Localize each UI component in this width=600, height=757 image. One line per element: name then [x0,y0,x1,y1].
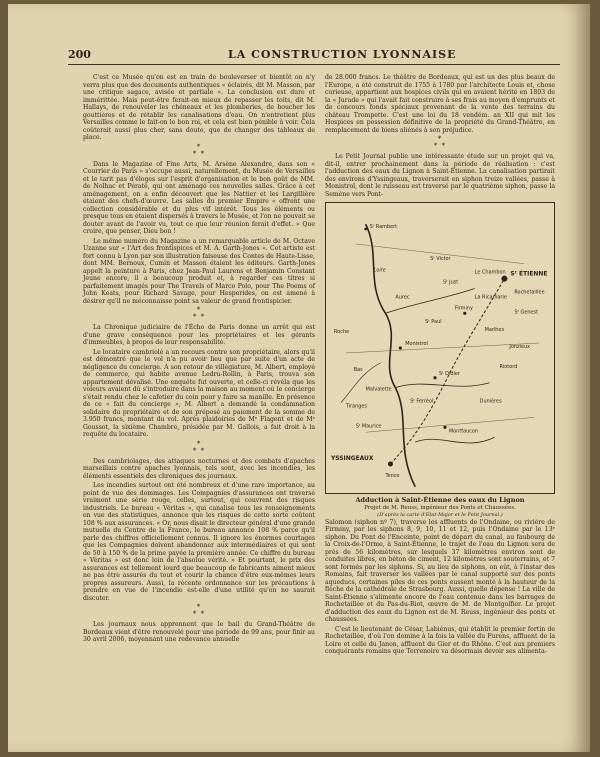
map-label: Rochetaillée [514,289,545,296]
map-label: Sᵗ Victor [430,255,451,262]
section-divider: * * * [192,603,206,618]
map-label: Dunières [479,398,502,405]
page-number: 200 [68,48,91,61]
map-label: Malvalette [365,386,392,393]
section-divider: * * * [433,135,447,150]
paragraph: Le même numéro du Magazine a un remarquable article de M. Octave Uzanne sur « l'Art des frontispices et M. A. Garth-Jones ». Cet artiste est fort connu à Lyon par son illustration faiseuse des Contes de Haute-Lisse, dont MM. Bernoux, Cumin et Masson étaient les éditeurs. Garth-Jones appelt la peinture à Paris, chez Jean-Paul Laurens et Benjamin Constant Jeune encore, il a beaucoup produit et, à regarder ces titres si parfaitement imagés pour The Travels of Marco Polo, pour The Poems of John Keats, pour Richard Savage, pour Hesperides, on est amené à désirer qu'il ne méconnaisse point sa valeur de grand frontispicier. [83,237,315,305]
map-label: Montfaucon [448,428,479,435]
paragraph: Des cambriolages, des attaques nocturnes et des combats d'apaches marseillais contre apaches lyonnais, tels sont, avec les incendies, les éléments essentiels des chroniques des journaux. [83,457,315,480]
map-label: Jonzieux [509,344,531,350]
paragraph: Les journaux nous apprennent que le bail du Grand-Théâtre de Bordeaux vient d'être renouvelé pour une période de 99 ans, pour finir au 30 avril 2006, moyennant une redevance annuelle [83,621,315,643]
paragraph: Dans le Magazine of Fine Arts, M. Arsène Alexandre, dans son « Courrier de Paris » s'occupe aussi, naturellement, du Musée de Versailles et le tarit pas d'éloges sur l'esprit d'organisation et le bon goût de MM. de Nolhac et Pératé, qui ont aménagé ces nouvelles salles. Grâce à cet aménagement, on a enfin découvert que les Nattier et les Largillière étaient des chefs-d'œuvre. Les salles du premier Empire « offrent une collection considérable et du plus vif intérêt. Tous les éléments ou presque tous en étaient dispersés à travers le Musée, et l'on ne pouvait se douter avant de l'avoir vu, tout ce que leur réunion ferait d'effet. » Que croire, que penser, Dieu bon ! [83,160,315,235]
map-figure [325,202,555,494]
page [8,4,590,752]
map-label: Sᵗ Maurice [355,423,382,430]
map-label: Sᵗ Rambert [369,224,398,231]
map-label: Sᵗ Just [442,279,459,286]
map-label: Le Chambon [474,269,506,276]
map-label: Tiranges [345,403,367,410]
map-label: Sᵗ Paul [425,319,442,326]
paragraph: Le Petit Journal publie une intéressante étude sur un projet qui va, dit-il, entrer prochainement dans la période de réalisation : c'est l'adduction des eaux du Lignon à Saint-Étienne. La canalisation partirait des environs d'Yssingeaux, traverserait en siphon treize vallées, passe à Monistrol, dont le ruisseau est traversé par le quatrième siphon, passe la Semène vers Pont- [325,153,555,198]
map-label: Roche [333,329,350,336]
section-divider: * * * [192,142,206,158]
map-label: Tence [385,472,400,479]
figure-caption: Adduction à Saint-Étienne des eaux du Lignon [355,496,525,504]
map-label: Sᵗ ÉTIENNE [510,270,548,278]
paragraph: La Chronique judiciaire de l'Écho de Paris donne un arrêt qui est d'une grave conséquence pour les propriétaires et les gérants d'immeubles, à propos de leur responsabilité. [83,324,315,346]
map-label: Marlhes [484,327,505,334]
figure-source: (D'après la carte d'État-Major et le Petit Journal.) [377,511,503,518]
paragraph: de 28.000 francs. Le théâtre de Bordeaux, qui est un des plus beaux de l'Europe, a été construit de 1755 à 1780 par l'architecte Louis et, chose curieuse, appartient aux hospices civils qui en avaient hérité en 1803 de la « Jurade » qui l'avait fait construire à ses frais au moyen d'emprunts et de concours fonds spéciaux provenant de la vente des terrains du château Trompette. C'est une loi du 18 vendém. an XII qui mit les Hospices en possession définitive de la propriété du Grand-Théâtre, en remplacement de biens aliénés à son préjudice. [325,74,555,134]
right-column [325,74,555,658]
map-label: Sᵗ Didier [439,370,460,377]
page-header [68,44,560,65]
paragraph: Salomon (siphon nº 7), traverse les affluents de l'Ondaine, ou rivière de Firminy, par les siphons 8, 9, 10, 11 et 12, puis l'Ondaine par le 13ᵉ siphon. Du Pont de l'Enceinte, point de départ du canal, au faubourg de la Croix-de-l'Orme, à Saint-Étienne, le trajet de l'eau du Lignon sera de près de 56 kilomètres, sur lesquels 37 kilomètres environ sont de conduites libres, en béton de ciment, 12 kilomètres sont souterrains, et 7 sont formés par les siphons. Si, au lieu de siphons, on eût, à l'instar des Romains, fait traverser les vallées par le canal supporté sur des ponts aqueducs, certaines piles de ces ponts eussent monté à la hauteur de la flèche de la cathédrale de Strasbourg. Aussi, quelle dépense ! La ville de Saint-Étienne s'alimente encore de l'eau contenue dans les barrages de Rochetaillée et du Pas-du-Riot, œuvre de M. de Montgolfier. Le projet d'adduction des eaux du Lignon est de M. Reuss, ingénieur des ponts et chaussées. [325,518,555,623]
map-label: Bas [353,366,363,373]
section-divider: * * * [192,306,206,321]
map-label: Monistrol [405,341,428,348]
map-label: La Ricamarie [474,294,507,301]
section-divider: * * * [192,439,206,455]
river-label: Loire [373,267,386,274]
map-label: Firminy [454,305,473,312]
paragraph: C'est ce Musée qu'on est en train de bouleverser et bientôt on n'y verra plus que des documents authentiques « éclairés, dit M. Masson, par une critique sagace, avisée et partiale ». La conclusion est dure et immérittée. Mais peut-être ferait-on mieux de repasser les toits, dit M. Hallays, de renouveler les chéneaux et les plomberies, de boucher les gouttières et de rétablir les canalisations d'eau. On n'entretient plus Versailles comme le fait-on le bon roi, et cela est bien pénible à voir. Cela coûterait aussi plus cher, sans doute, que de changer des tableaux de place. [83,74,315,141]
figure-subcaption: Projet de M. Reuss, ingénieur des Ponts et Chaussées. [364,504,516,511]
map-label: Aurec [395,294,410,301]
journal-title: LA CONSTRUCTION LYONNAISE [228,48,457,61]
paragraph: Les incendies surtout ont été nombreux et d'une rare importance, au point de vue des dommages. Les Compagnies d'assurances ont traversé vraiment une série rouge, celles, surtout, qui couvrent des risques industriels. Le bureau « Véritas », qui canalise tous les renseignements en vue des statistiques, annonce que les risques de cette sorte coûtent 108 % aux assurances. « Or, nous disait le directeur général d'une grande mutuelle du Centre de la France, le bureau annonce 108 % parce qu'il parle des chiffres officiellement connus. Il ignore les énormes courtages que les Compagnies doivent abandonner aux intermédiaires et qui sont de 50 à 150 % de la prime payée la première année. Ce chiffre du bureau « Véritas » est donc loin de l'absolue vérité. » Et pourtant, le prix des assurances est tellement lourd que beaucoup de fabricants aiment mieux ne pas être assurés du tout et courir la chance d'être eux-mêmes leurs propres assureurs. Aussi, la récente ordonnance sur les précautions à prendre en vue de l'incendie est-elle d'une utilité qu'on ne saurait discuter. [83,482,315,602]
map-label: Sᵗ Genest [514,309,539,316]
map-illustration [326,203,554,493]
map-label: Sᵗ Ferréol [410,398,434,405]
paragraph: C'est le lieutenant de César, Labiénus, qui établit le premier fortin de Rochetaillée, d'où l'on domine à la fois la vallée du Furens, affluent de la Loire et celle du Janon, affluent du Gier et du Rhône. C'est aux premiers conquérants romains que Terrenoire va désormais devoir ses alimenta- [325,625,555,655]
left-column [83,74,315,646]
map-label: Riotord [499,363,518,370]
paragraph: Le locataire cambriolé a un recours contre son propriétaire, alors qu'il est démontré que le vol n'a pu avoir lieu que par suite d'un acte de négligence du concierge. A son retour de villégiature, M. Albert, employé de commerce, qui habite avenue Ledru-Rollin, à Paris, trouva son appartement dévalisé. Une enquête fut ouverte, et celle-ci révéla que les voleurs avaient dû s'introduire dans la maison au moment où le concierge s'était rendu chez le cafetier du coin pour y faire sa manille. En présence de ce « fait du concierge », M. Albert a demandé la condamnation solidaire du propriétaire et de son préposé au paiement de la somme de 3.950 francs, montant du vol. Après plaidoiries de Mᵉ Flagent et de Mᵉ Goussot, la sixième Chambre, présidée par M. Gallois, a fait droit à la requête du locataire. [83,348,315,438]
map-label: YSSINGEAUX [330,455,374,463]
